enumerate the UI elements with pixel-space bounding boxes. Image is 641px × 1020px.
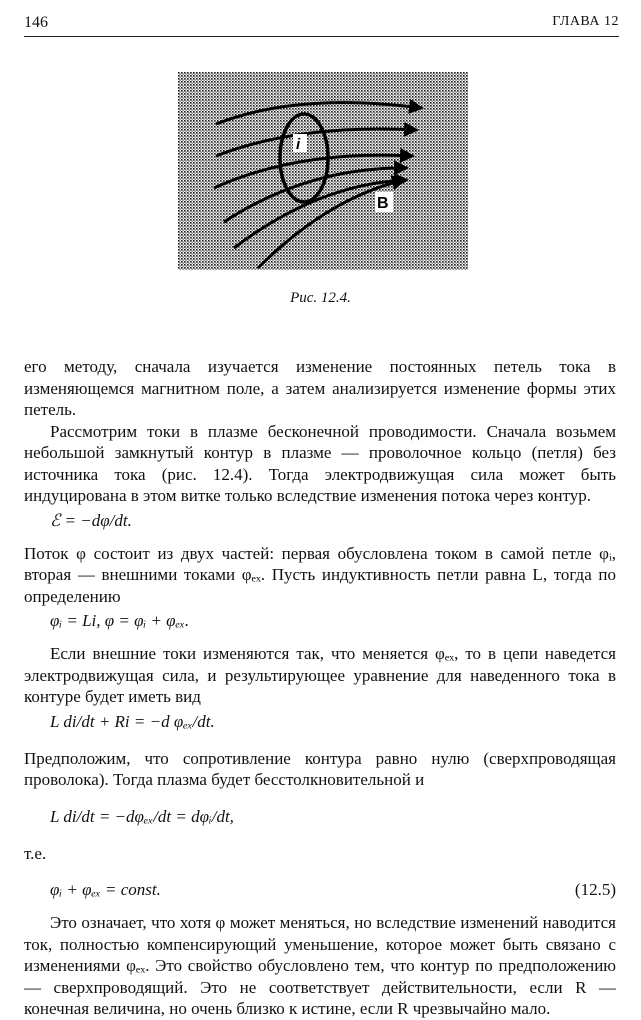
body-text — [24, 356, 616, 1020]
header-rule — [24, 36, 619, 37]
equation-superconducting: L di/dt = −dφₑₓ/dt = dφᵢ/dt, — [50, 806, 234, 826]
paragraph-7: Это означает, что хотя φ может меняться, но вследствие изменений наводится ток, полностью компенсирующий уменьшение, которое может быть связано с изменениями φₑₓ. Это свойство обусловлено тем, что контур по предположению — сверхпроводящий. Это не соответствует действительности, если R — конечная величина, но очень близко к истине, если R чрезвычайно мало. — [24, 913, 616, 1018]
equation-emf: ℰ = −dφ/dt. — [50, 510, 132, 530]
equation-12-5-body: φᵢ + φₑₓ = const. — [50, 880, 161, 899]
page-number: 146 — [24, 14, 48, 31]
equation-flux: φᵢ = Li, φ = φᵢ + φₑₓ. — [50, 611, 190, 630]
paragraph-2: Рассмотрим токи в плазме бесконечной проводимости. Сначала возьмем небольшой замкнутый контур в плазме — проволочное кольцо (петля) без источника тока (рис. 12.4). Тогда электродвижущая сила может быть индуцирована в этом витке только вследствие изменения потока через контур. — [24, 421, 616, 505]
equation-12-5 — [50, 878, 616, 902]
page-header — [24, 14, 619, 36]
label-i: i — [296, 136, 301, 153]
paragraph-1: его методу, сначала изучается изменение постоянных петель тока в изменяющемся магнитном поле, а затем анализируется изменение формы этих петель. — [24, 357, 616, 419]
paragraph-3: Поток φ состоит из двух частей: первая обусловлена током в самой петле φᵢ, вторая — внешними токами φₑₓ. Пусть индуктивность петли равна L, тогда по определению — [24, 543, 616, 606]
figure-12-4 — [178, 72, 468, 270]
chapter-title: ГЛАВА 12 — [552, 14, 619, 29]
figure-caption: Рис. 12.4. — [290, 290, 351, 306]
equation-number: (12.5) — [574, 880, 616, 899]
paragraph-4: Если внешние токи изменяются так, что меняется φₑₓ, то в цепи наведется электродвижущая сила, и результирующее уравнение для наведенного тока в контуре будет иметь вид — [24, 644, 616, 706]
paragraph-5: Предположим, что сопротивление контура равно нулю (сверхпроводящая проволока). Тогда плазма будет бесстолкновительной и — [24, 748, 616, 789]
paragraph-6: т.е. — [24, 843, 47, 863]
equation-circuit: L di/dt + Ri = −d φₑₓ/dt. — [50, 711, 215, 731]
label-b: B — [377, 195, 389, 212]
